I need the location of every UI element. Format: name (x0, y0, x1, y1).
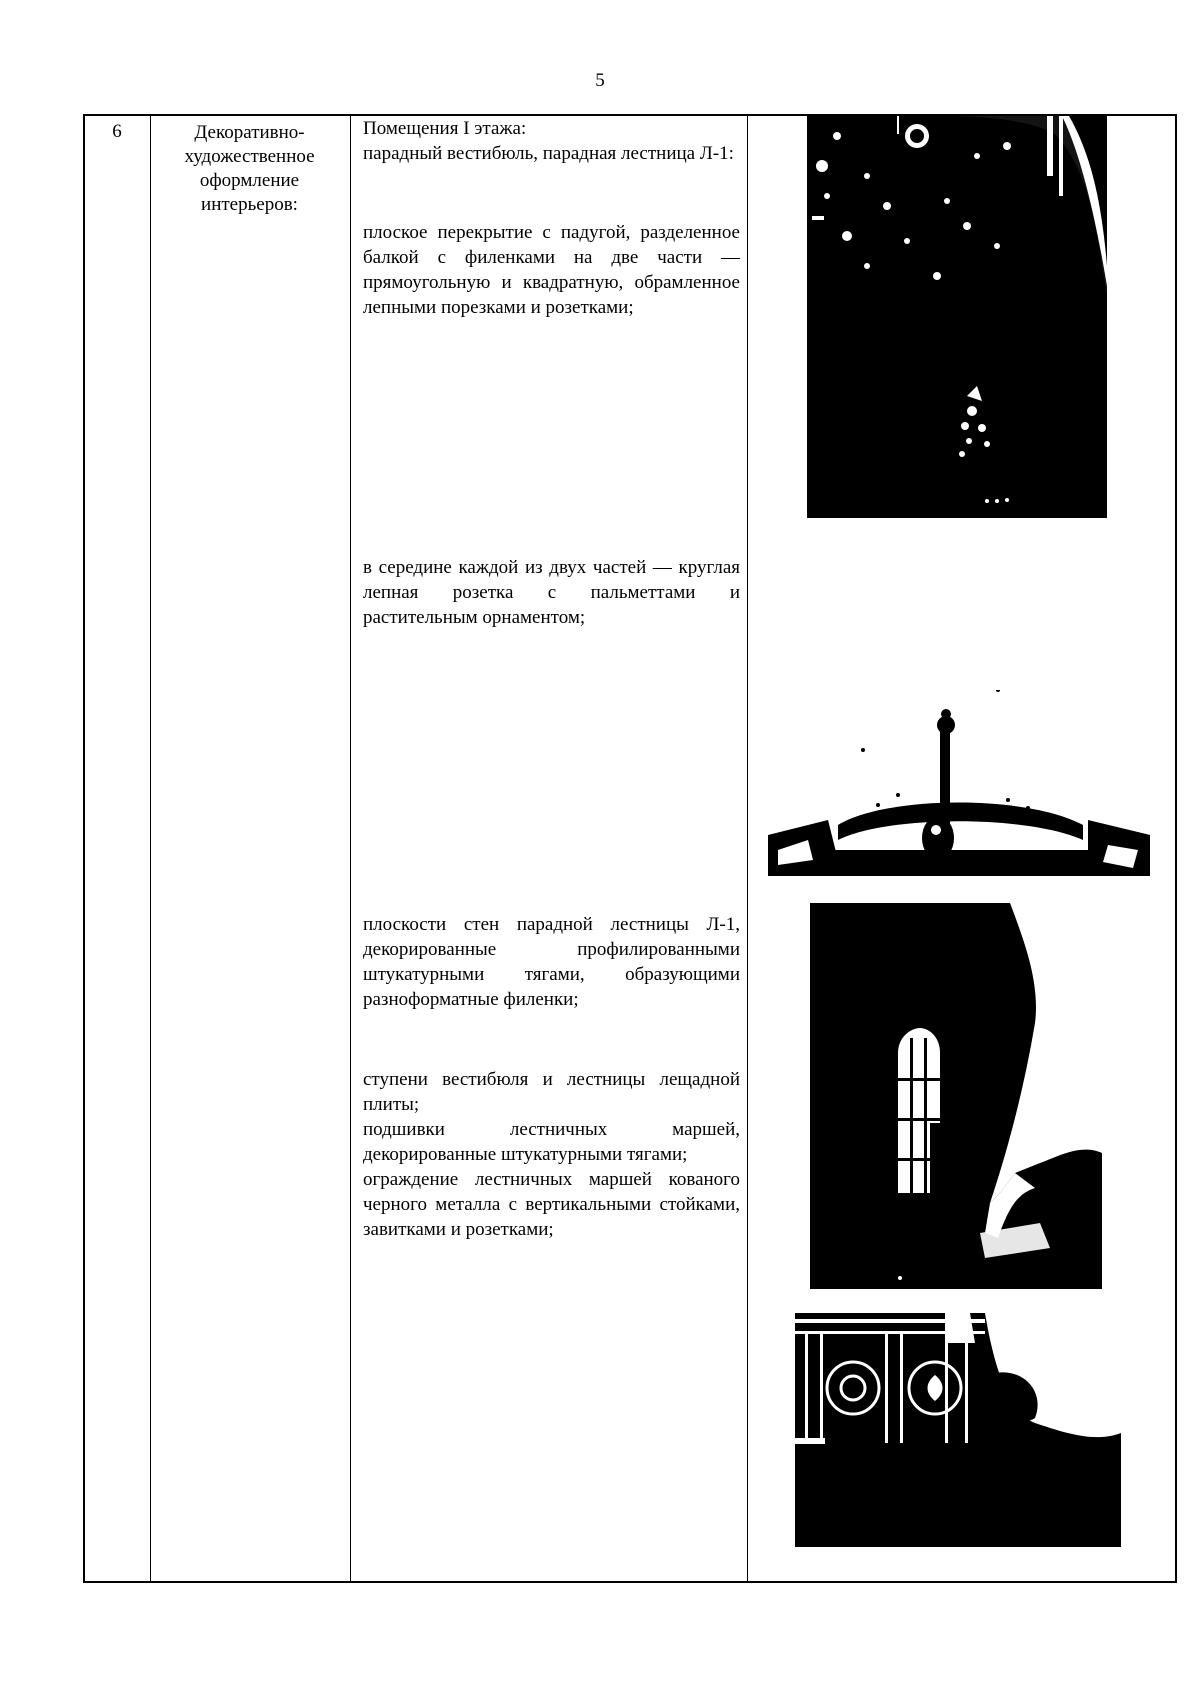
description-block-4 (363, 912, 740, 1012)
description-line: подшивки лестничных маршей, декорированные штукатурными тягами; (363, 1119, 740, 1165)
row-name-line: оформление (199, 170, 300, 191)
row-name-line: художественное (184, 146, 315, 167)
row-name-line: Декоративно- (194, 122, 305, 143)
photo-railing (795, 1313, 1121, 1547)
row-name-line: интерьеров: (201, 194, 298, 215)
row-name (152, 121, 347, 217)
photo-rosette (768, 690, 1150, 876)
description-line: ступени вестибюля и лестницы лещадной плиты; (363, 1069, 740, 1115)
table-divider-3 (747, 114, 748, 1583)
description-block-2 (363, 220, 740, 320)
description-line: Помещения I этажа: (363, 118, 527, 139)
description-line: парадный вестибюль, парадная лестница Л-1: (363, 143, 734, 164)
description-line: в середине каждой из двух частей — круглая лепная розетка с пальметтами и растительным орнаментом; (363, 557, 740, 628)
photo-staircase-wall (810, 903, 1102, 1289)
row-number: 6 (112, 121, 122, 142)
table-divider-2 (350, 114, 351, 1583)
photo-ceiling (807, 116, 1107, 518)
description-block-5 (363, 1067, 740, 1242)
description-block-1 (363, 116, 740, 166)
table-divider-1 (150, 114, 151, 1583)
description-line: плоскости стен парадной лестницы Л-1, декорированные профилированными штукатурными тягами, образующими разноформатные филенки; (363, 914, 740, 1010)
description-block-3 (363, 555, 740, 630)
description-line: ограждение лестничных маршей кованого черного металла с вертикальными стойками, завитками и розетками; (363, 1169, 740, 1240)
description-line: плоское перекрытие с падугой, разделенное балкой с филенками на две части — прямоугольную и квадратную, обрамленное лепными порезками и розетками; (363, 222, 740, 318)
page-number: 5 (595, 70, 605, 91)
